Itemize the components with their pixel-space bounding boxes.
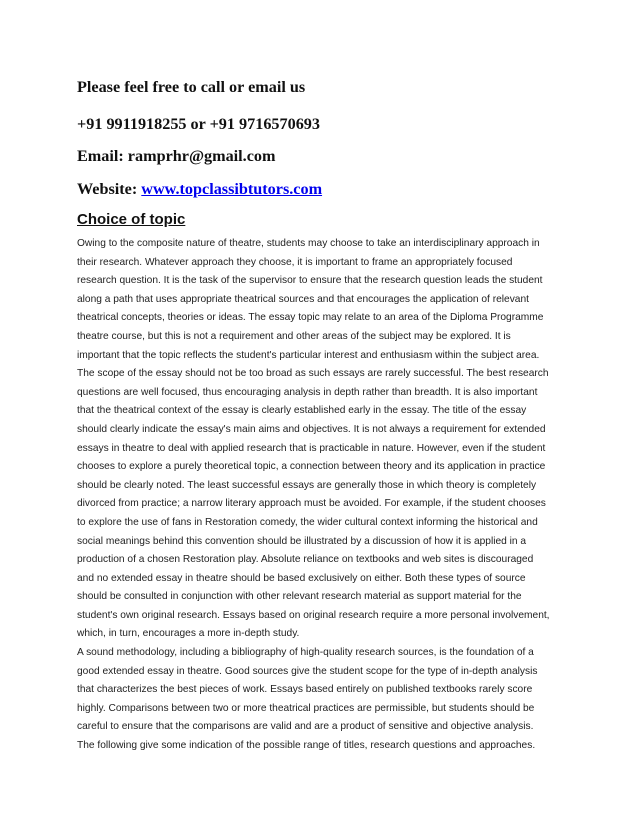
- website-line: [77, 179, 322, 199]
- body-line: questions are well focused, thus encouraging analysis in depth rather than breadth. It is also important: [77, 386, 538, 398]
- body-line: along a path that uses appropriate theatrical sources and that encourages the application of relevant: [77, 293, 529, 305]
- section-body: [77, 235, 569, 756]
- body-line: that the theatrical context of the essay is clearly established early in the essay. The title of the essay: [77, 405, 527, 417]
- body-line: research question. It is the task of the supervisor to ensure that the research question leads the student: [77, 275, 543, 287]
- body-line: good extended essay in theatre. Good sources give the student scope for the type of in-depth analysis: [77, 665, 538, 677]
- body-line: The following give some indication of the possible range of titles, research questions and approaches.: [77, 740, 536, 752]
- body-line: and no extended essay in theatre should be based exclusively on either. Both these types of source: [77, 572, 526, 584]
- body-line: divorced from practice; a narrow literary approach must be avoided. For example, if the student chooses: [77, 498, 546, 510]
- body-line: careful to ensure that the comparisons are valid and are a product of sensitive and objective analysis.: [77, 721, 534, 733]
- body-line: chooses to explore a purely theoretical topic, a connection between theory and its application in practice: [77, 461, 546, 473]
- body-line: should be consulted in conjunction with other relevant research material as support material for the: [77, 591, 522, 603]
- website-link[interactable]: www.topclassibtutors.com: [141, 180, 323, 198]
- body-line: which, in turn, encourages a more in-depth study.: [77, 628, 300, 640]
- body-line: theatre course, but this is not a requirement and other areas of the subject may be explored. It is: [77, 330, 511, 342]
- website-label: Website:: [77, 180, 142, 198]
- body-line: to explore the use of fans in Restoration comedy, the wider cultural context informing the historical and: [77, 516, 538, 528]
- contact-invitation: Please feel free to call or email us: [77, 78, 306, 96]
- body-line: should clearly indicate the essay's main aims and objectives. It is not always a requirement for extended: [77, 423, 546, 435]
- body-line: Owing to the composite nature of theatre, students may choose to take an interdisciplinary approach in: [77, 238, 540, 249]
- body-line: social meanings behind this convention should be illustrated by a discussion of how it is applied in a: [77, 535, 527, 547]
- section-heading: Choice of topic: [77, 211, 186, 228]
- body-line: student's own original research. Essays based on original research require a more personal involvement,: [77, 609, 550, 621]
- phone-numbers: +91 9911918255 or +91 9716570693: [77, 115, 320, 133]
- email-address: Email: ramprhr@gmail.com: [77, 147, 276, 165]
- body-line: that characterizes the best pieces of work. Essays based entirely on published textbooks rarely score: [77, 684, 533, 696]
- body-line: The scope of the essay should not be too broad as such essays are rarely successful. The best research: [77, 368, 549, 380]
- body-line: essays in theatre to deal with applied research that is practicable in nature. However, even if the student: [77, 442, 546, 454]
- body-line: highly. Comparisons between two or more theatrical practices are permissible, but students should be: [77, 702, 535, 714]
- body-line: important that the topic reflects the student's particular interest and enthusiasm within the subject area.: [77, 349, 540, 361]
- body-line: should be clearly noted. The least successful essays are generally those in which theory is completely: [77, 479, 537, 491]
- body-line: theatrical concepts, theories or ideas. The essay topic may relate to an area of the Diploma Programme: [77, 312, 544, 324]
- body-line: A sound methodology, including a bibliography of high-quality research sources, is the foundation of a: [77, 647, 534, 659]
- body-line: their research. Whatever approach they choose, it is important to frame an appropriately focused: [77, 256, 513, 268]
- body-line: production of a chosen Restoration play. Absolute reliance on textbooks and web sites is discouraged: [77, 554, 534, 566]
